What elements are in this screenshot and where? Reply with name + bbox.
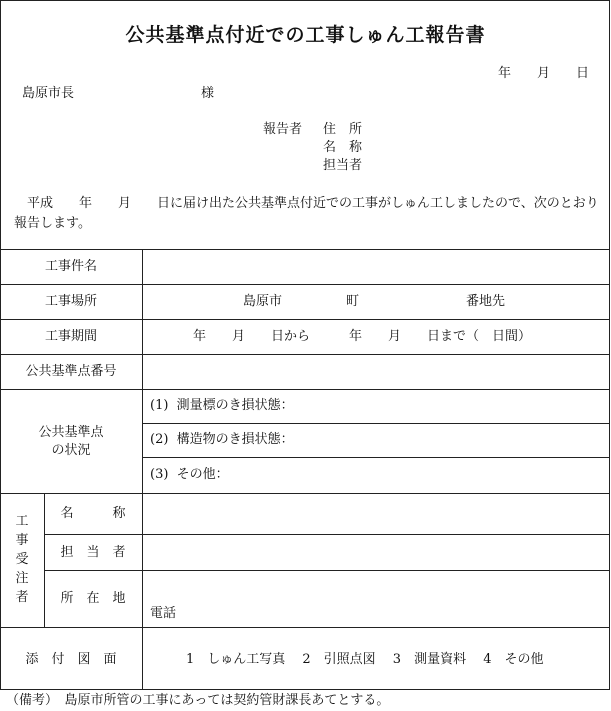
reporter-name: 名 称 — [323, 140, 363, 155]
reporter-label: 報告者 — [263, 122, 303, 137]
label-contractor-person: 担 当 者 — [60, 545, 126, 560]
reporter-address: 住 所 — [323, 122, 363, 137]
contractor-label-char: 受 — [15, 552, 29, 567]
footnote: （備考） 島原市所管の工事にあっては契約管財課長あてとする。 — [6, 693, 390, 708]
reporter-person: 担当者 — [323, 158, 363, 173]
row-divider — [44, 534, 610, 535]
contractor-label-char: 注 — [15, 571, 29, 586]
row-divider — [0, 249, 610, 250]
label-status-2: の状況 — [51, 443, 91, 458]
date-line: 年 月 日 — [498, 66, 590, 81]
status-item: (3) その他： — [150, 467, 229, 482]
document-title: 公共基準点付近での工事しゅん工報告書 — [125, 24, 486, 46]
label-contractor-location: 所 在 地 — [60, 591, 126, 606]
row-divider — [0, 389, 610, 390]
label-work-period: 工事期間 — [44, 329, 97, 344]
contractor-label-char: 者 — [15, 590, 29, 605]
row-divider — [142, 457, 610, 458]
contractor-phone-label: 電話 — [150, 606, 177, 621]
place-town: 町 — [346, 294, 360, 309]
label-work-name: 工事件名 — [44, 259, 97, 274]
label-attachments: 添 付 図 面 — [25, 652, 117, 667]
column-divider — [142, 249, 143, 690]
row-divider — [0, 319, 610, 320]
label-point-number: 公共基準点番号 — [25, 364, 117, 379]
addressee: 島原市長 — [22, 86, 75, 101]
status-item: (2) 構造物のき損状態： — [150, 432, 294, 447]
place-lot: 番地先 — [466, 294, 506, 309]
status-item: (1) 測量標のき損状態： — [150, 398, 294, 413]
intro-text: 平成 年 月 日に届け出た公共基準点付近での工事がしゅん工しましたので、次のとおり報告します。 — [14, 196, 599, 231]
place-city: 島原市 — [243, 294, 283, 309]
row-divider — [0, 354, 610, 355]
period-value: 年 月 日から 年 月 日まで（ 日間） — [193, 329, 532, 344]
attachments-list: 1 しゅん工写真 2 引照点図 3 測量資料 4 その他 — [186, 652, 544, 667]
contractor-label-char: 工 — [15, 514, 29, 529]
row-divider — [44, 570, 610, 571]
row-divider — [0, 493, 610, 494]
row-divider — [142, 423, 610, 424]
label-work-place: 工事場所 — [44, 294, 97, 309]
row-divider — [0, 627, 610, 628]
row-divider — [0, 284, 610, 285]
label-status-1: 公共基準点 — [38, 425, 104, 440]
honorific: 様 — [201, 86, 215, 101]
contractor-label-char: 事 — [15, 533, 29, 548]
label-contractor-name: 名 称 — [60, 506, 126, 521]
contractor-label — [14, 512, 30, 607]
